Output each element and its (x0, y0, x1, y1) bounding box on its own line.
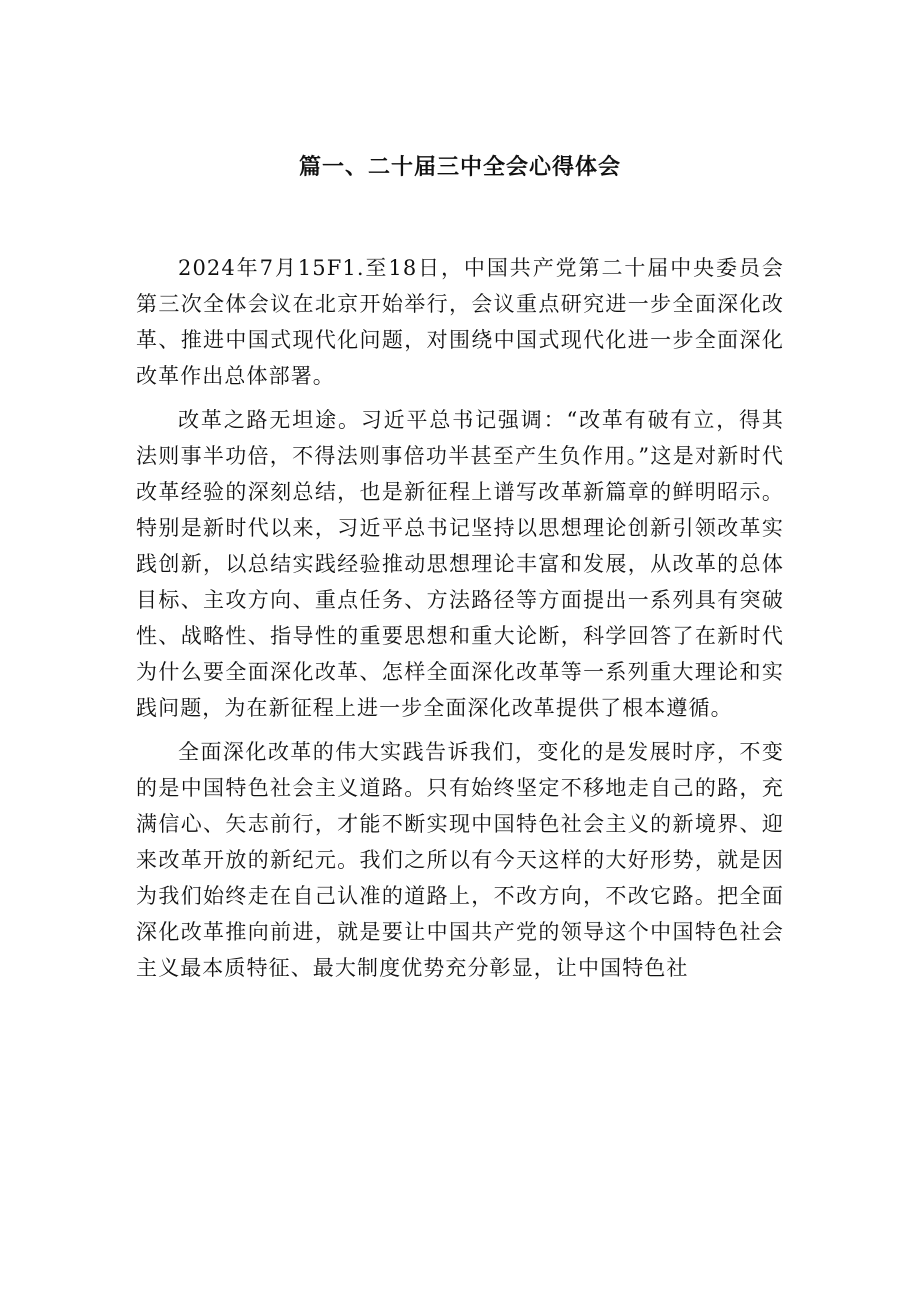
paragraph-3: 全面深化改革的伟大实践告诉我们，变化的是发展时序，不变的是中国特色社会主义道路。只有始终坚定不移地走自己的路，充满信心、矢志前行，才能不断实现中国特色社会主义的新境界、迎来改革开放的新纪元。我们之所以有今天这样的大好形势，就是因为我们始终走在自己认准的道路上，不改方向，不改它路。把全面深化改革推向前进，就是要让中国共产党的领导这个中国特色社会主义最本质特征、最大制度优势充分彰显，让中国特色社 (136, 740, 784, 980)
document-body (136, 250, 784, 986)
document-title: 篇一、二十届三中全会心得体会 (298, 155, 621, 180)
paragraph-2: 改革之路无坦途。习近平总书记强调：“改革有破有立，得其法则事半功倍，不得法则事倍功半甚至产生负作用。”这是对新时代改革经验的深刻总结，也是新征程上谱写改革新篇章的鲜明昭示。特别是新时代以来，习近平总书记坚持以思想理论创新引领改革实践创新，以总结实践经验推动思想理论丰富和发展，从改革的总体目标、主攻方向、重点任务、方法路径等方面提出一系列具有突破性、战略性、指导性的重要思想和重大论断，科学回答了在新时代为什么要全面深化改革、怎样全面深化改革等一系列重大理论和实践问题，为在新征程上进一步全面深化改革提供了根本遵循。 (136, 408, 784, 720)
paragraph-1: 2024年7月15F1.至18日，中国共产党第二十届中央委员会第三次全体会议在北京开始举行，会议重点研究进一步全面深化改革、推进中国式现代化问题，对围绕中国式现代化进一步全面深化改革作出总体部署。 (136, 256, 784, 388)
